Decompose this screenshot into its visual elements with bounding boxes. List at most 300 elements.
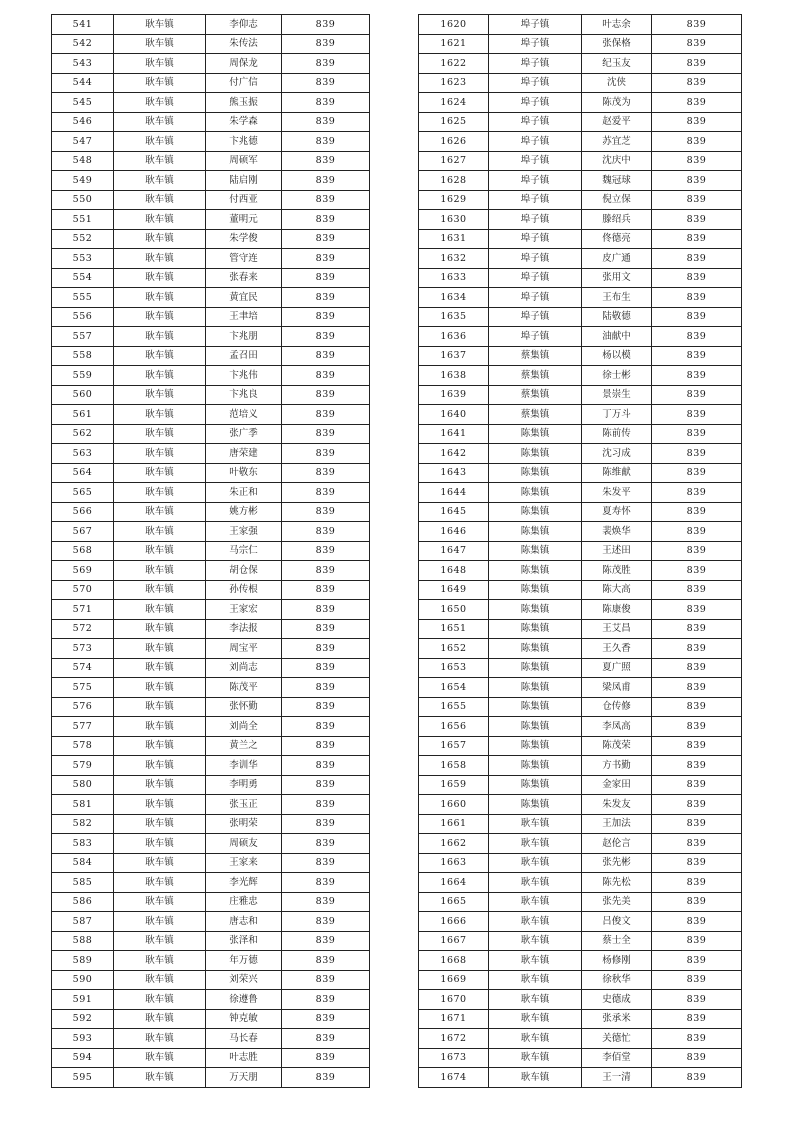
name-cell: 万天朋 xyxy=(206,1068,282,1088)
name-cell: 朱学俊 xyxy=(206,229,282,249)
row-number-cell: 1639 xyxy=(419,385,489,405)
table-row xyxy=(419,444,742,464)
table-row xyxy=(419,171,742,191)
amount-cell: 839 xyxy=(652,619,742,639)
name-cell: 陈茂为 xyxy=(582,93,652,113)
name-cell: 赵伦言 xyxy=(582,834,652,854)
row-number-cell: 562 xyxy=(52,424,114,444)
town-cell: 耿车镇 xyxy=(114,970,206,990)
amount-cell: 839 xyxy=(282,970,370,990)
table-row xyxy=(52,1068,370,1088)
name-cell: 梁凤甫 xyxy=(582,678,652,698)
town-cell: 耿车镇 xyxy=(114,931,206,951)
row-number-cell: 588 xyxy=(52,931,114,951)
table-row xyxy=(419,600,742,620)
row-number-cell: 541 xyxy=(52,15,114,35)
row-number-cell: 1664 xyxy=(419,873,489,893)
row-number-cell: 590 xyxy=(52,970,114,990)
table-row xyxy=(419,54,742,74)
town-cell: 耿车镇 xyxy=(489,990,582,1010)
row-number-cell: 1631 xyxy=(419,229,489,249)
town-cell: 耿车镇 xyxy=(114,1068,206,1088)
table-row xyxy=(52,93,370,113)
row-number-cell: 591 xyxy=(52,990,114,1010)
amount-cell: 839 xyxy=(652,210,742,230)
town-cell: 耿车镇 xyxy=(114,327,206,347)
town-cell: 埠子镇 xyxy=(489,151,582,171)
table-row xyxy=(419,951,742,971)
table-row xyxy=(419,1068,742,1088)
name-cell: 徐士彬 xyxy=(582,366,652,386)
town-cell: 埠子镇 xyxy=(489,210,582,230)
row-number-cell: 573 xyxy=(52,639,114,659)
amount-cell: 839 xyxy=(282,132,370,152)
table-row xyxy=(419,619,742,639)
table-row xyxy=(419,522,742,542)
name-cell: 朱学森 xyxy=(206,112,282,132)
name-cell: 沈习成 xyxy=(582,444,652,464)
row-number-cell: 1641 xyxy=(419,424,489,444)
table-row xyxy=(52,775,370,795)
table-row xyxy=(52,366,370,386)
row-number-cell: 565 xyxy=(52,483,114,503)
town-cell: 埠子镇 xyxy=(489,229,582,249)
name-cell: 景崇生 xyxy=(582,385,652,405)
town-cell: 埠子镇 xyxy=(489,268,582,288)
amount-cell: 839 xyxy=(282,717,370,737)
name-cell: 熊玉振 xyxy=(206,93,282,113)
town-cell: 耿车镇 xyxy=(114,717,206,737)
town-cell: 耿车镇 xyxy=(114,990,206,1010)
name-cell: 王家强 xyxy=(206,522,282,542)
name-cell: 陈前传 xyxy=(582,424,652,444)
amount-cell: 839 xyxy=(282,561,370,581)
row-number-cell: 1647 xyxy=(419,541,489,561)
amount-cell: 839 xyxy=(652,756,742,776)
amount-cell: 839 xyxy=(282,73,370,93)
row-number-cell: 1654 xyxy=(419,678,489,698)
table-row xyxy=(419,912,742,932)
amount-cell: 839 xyxy=(652,112,742,132)
name-cell: 裴焕华 xyxy=(582,522,652,542)
town-cell: 耿车镇 xyxy=(114,424,206,444)
row-number-cell: 543 xyxy=(52,54,114,74)
town-cell: 埠子镇 xyxy=(489,15,582,35)
name-cell: 周保龙 xyxy=(206,54,282,74)
row-number-cell: 1652 xyxy=(419,639,489,659)
row-number-cell: 581 xyxy=(52,795,114,815)
amount-cell: 839 xyxy=(652,678,742,698)
row-number-cell: 1663 xyxy=(419,853,489,873)
name-cell: 朱正和 xyxy=(206,483,282,503)
row-number-cell: 1673 xyxy=(419,1048,489,1068)
amount-cell: 839 xyxy=(652,658,742,678)
row-number-cell: 1635 xyxy=(419,307,489,327)
amount-cell: 839 xyxy=(652,600,742,620)
amount-cell: 839 xyxy=(652,931,742,951)
town-cell: 埠子镇 xyxy=(489,171,582,191)
town-cell: 耿车镇 xyxy=(114,151,206,171)
amount-cell: 839 xyxy=(652,229,742,249)
town-cell: 耿车镇 xyxy=(489,873,582,893)
table-row xyxy=(52,288,370,308)
name-cell: 陈茂胜 xyxy=(582,561,652,581)
name-cell: 仓传修 xyxy=(582,697,652,717)
town-cell: 陈集镇 xyxy=(489,639,582,659)
town-cell: 埠子镇 xyxy=(489,73,582,93)
amount-cell: 839 xyxy=(282,171,370,191)
row-number-cell: 587 xyxy=(52,912,114,932)
name-cell: 管守连 xyxy=(206,249,282,269)
table-row xyxy=(419,892,742,912)
amount-cell: 839 xyxy=(652,54,742,74)
amount-cell: 839 xyxy=(282,736,370,756)
name-cell: 付广信 xyxy=(206,73,282,93)
row-number-cell: 1659 xyxy=(419,775,489,795)
table-row xyxy=(419,658,742,678)
table-row xyxy=(52,873,370,893)
name-cell: 卞兆良 xyxy=(206,385,282,405)
town-cell: 埠子镇 xyxy=(489,54,582,74)
name-cell: 孙传根 xyxy=(206,580,282,600)
amount-cell: 839 xyxy=(652,268,742,288)
row-number-cell: 1638 xyxy=(419,366,489,386)
amount-cell: 839 xyxy=(282,1009,370,1029)
name-cell: 叶志余 xyxy=(582,15,652,35)
name-cell: 年万德 xyxy=(206,951,282,971)
name-cell: 蔡士全 xyxy=(582,931,652,951)
table-row xyxy=(419,249,742,269)
name-cell: 李光辉 xyxy=(206,873,282,893)
town-cell: 陈集镇 xyxy=(489,795,582,815)
table-row xyxy=(419,463,742,483)
table-row xyxy=(52,853,370,873)
name-cell: 夏广照 xyxy=(582,658,652,678)
town-cell: 陈集镇 xyxy=(489,717,582,737)
name-cell: 朱传法 xyxy=(206,34,282,54)
table-row xyxy=(52,951,370,971)
town-cell: 耿车镇 xyxy=(114,658,206,678)
town-cell: 耿车镇 xyxy=(114,229,206,249)
amount-cell: 839 xyxy=(282,853,370,873)
name-cell: 张广季 xyxy=(206,424,282,444)
name-cell: 杨修刚 xyxy=(582,951,652,971)
row-number-cell: 1623 xyxy=(419,73,489,93)
table-row xyxy=(419,1029,742,1049)
town-cell: 耿车镇 xyxy=(489,1068,582,1088)
amount-cell: 839 xyxy=(652,522,742,542)
table-row xyxy=(419,795,742,815)
amount-cell: 839 xyxy=(282,151,370,171)
table-row xyxy=(52,619,370,639)
name-cell: 皮广通 xyxy=(582,249,652,269)
row-number-cell: 584 xyxy=(52,853,114,873)
row-number-cell: 578 xyxy=(52,736,114,756)
amount-cell: 839 xyxy=(282,619,370,639)
table-row xyxy=(419,775,742,795)
row-number-cell: 1655 xyxy=(419,697,489,717)
table-row xyxy=(52,15,370,35)
name-cell: 庄雅忠 xyxy=(206,892,282,912)
table-row xyxy=(52,561,370,581)
town-cell: 耿车镇 xyxy=(114,873,206,893)
row-number-cell: 1633 xyxy=(419,268,489,288)
town-cell: 耿车镇 xyxy=(114,346,206,366)
name-cell: 李明勇 xyxy=(206,775,282,795)
table-row xyxy=(419,814,742,834)
town-cell: 耿车镇 xyxy=(114,522,206,542)
table-row xyxy=(419,190,742,210)
amount-cell: 839 xyxy=(652,873,742,893)
amount-cell: 839 xyxy=(652,424,742,444)
table-row xyxy=(52,658,370,678)
town-cell: 陈集镇 xyxy=(489,522,582,542)
row-number-cell: 1658 xyxy=(419,756,489,776)
town-cell: 耿车镇 xyxy=(114,561,206,581)
row-number-cell: 1628 xyxy=(419,171,489,191)
town-cell: 陈集镇 xyxy=(489,463,582,483)
amount-cell: 839 xyxy=(282,678,370,698)
amount-cell: 839 xyxy=(652,73,742,93)
row-number-cell: 1667 xyxy=(419,931,489,951)
amount-cell: 839 xyxy=(652,853,742,873)
amount-cell: 839 xyxy=(282,931,370,951)
table-row xyxy=(419,697,742,717)
amount-cell: 839 xyxy=(282,580,370,600)
row-number-cell: 592 xyxy=(52,1009,114,1029)
town-cell: 耿车镇 xyxy=(114,73,206,93)
row-number-cell: 1643 xyxy=(419,463,489,483)
row-number-cell: 1670 xyxy=(419,990,489,1010)
row-number-cell: 569 xyxy=(52,561,114,581)
amount-cell: 839 xyxy=(282,522,370,542)
row-number-cell: 1653 xyxy=(419,658,489,678)
row-number-cell: 554 xyxy=(52,268,114,288)
name-cell: 滕绍兵 xyxy=(582,210,652,230)
town-cell: 陈集镇 xyxy=(489,444,582,464)
amount-cell: 839 xyxy=(652,951,742,971)
row-number-cell: 566 xyxy=(52,502,114,522)
town-cell: 陈集镇 xyxy=(489,580,582,600)
amount-cell: 839 xyxy=(652,912,742,932)
amount-cell: 839 xyxy=(652,775,742,795)
town-cell: 耿车镇 xyxy=(114,697,206,717)
table-row xyxy=(419,34,742,54)
town-cell: 埠子镇 xyxy=(489,132,582,152)
amount-cell: 839 xyxy=(282,1048,370,1068)
row-number-cell: 1632 xyxy=(419,249,489,269)
row-number-cell: 559 xyxy=(52,366,114,386)
table-row xyxy=(419,385,742,405)
name-cell: 孟召田 xyxy=(206,346,282,366)
table-row xyxy=(52,210,370,230)
name-cell: 卞兆德 xyxy=(206,132,282,152)
row-number-cell: 571 xyxy=(52,600,114,620)
name-cell: 叶志胜 xyxy=(206,1048,282,1068)
amount-cell: 839 xyxy=(282,288,370,308)
row-number-cell: 1622 xyxy=(419,54,489,74)
town-cell: 陈集镇 xyxy=(489,736,582,756)
town-cell: 耿车镇 xyxy=(114,580,206,600)
name-cell: 沈庆中 xyxy=(582,151,652,171)
name-cell: 李佰堂 xyxy=(582,1048,652,1068)
right-roster-body xyxy=(419,15,742,1088)
town-cell: 耿车镇 xyxy=(114,132,206,152)
town-cell: 耿车镇 xyxy=(114,288,206,308)
town-cell: 耿车镇 xyxy=(114,951,206,971)
row-number-cell: 557 xyxy=(52,327,114,347)
amount-cell: 839 xyxy=(652,327,742,347)
amount-cell: 839 xyxy=(282,424,370,444)
row-number-cell: 594 xyxy=(52,1048,114,1068)
amount-cell: 839 xyxy=(282,483,370,503)
amount-cell: 839 xyxy=(652,1029,742,1049)
town-cell: 耿车镇 xyxy=(114,853,206,873)
table-row xyxy=(419,639,742,659)
table-row xyxy=(419,93,742,113)
amount-cell: 839 xyxy=(282,93,370,113)
amount-cell: 839 xyxy=(282,249,370,269)
town-cell: 耿车镇 xyxy=(489,1029,582,1049)
amount-cell: 839 xyxy=(282,541,370,561)
table-row xyxy=(419,366,742,386)
row-number-cell: 574 xyxy=(52,658,114,678)
table-row xyxy=(52,327,370,347)
row-number-cell: 564 xyxy=(52,463,114,483)
row-number-cell: 577 xyxy=(52,717,114,737)
row-number-cell: 560 xyxy=(52,385,114,405)
amount-cell: 839 xyxy=(282,873,370,893)
name-cell: 张先彬 xyxy=(582,853,652,873)
name-cell: 刘尚全 xyxy=(206,717,282,737)
row-number-cell: 579 xyxy=(52,756,114,776)
amount-cell: 839 xyxy=(282,327,370,347)
row-number-cell: 1660 xyxy=(419,795,489,815)
name-cell: 张先美 xyxy=(582,892,652,912)
name-cell: 王加法 xyxy=(582,814,652,834)
town-cell: 陈集镇 xyxy=(489,502,582,522)
row-number-cell: 570 xyxy=(52,580,114,600)
table-row xyxy=(52,1029,370,1049)
table-row xyxy=(52,483,370,503)
row-number-cell: 542 xyxy=(52,34,114,54)
row-number-cell: 1621 xyxy=(419,34,489,54)
table-row xyxy=(419,873,742,893)
table-row xyxy=(52,346,370,366)
table-row xyxy=(419,268,742,288)
town-cell: 耿车镇 xyxy=(114,736,206,756)
table-row xyxy=(419,73,742,93)
name-cell: 马宗仁 xyxy=(206,541,282,561)
amount-cell: 839 xyxy=(652,736,742,756)
table-row xyxy=(419,580,742,600)
name-cell: 黄宜民 xyxy=(206,288,282,308)
amount-cell: 839 xyxy=(652,483,742,503)
town-cell: 陈集镇 xyxy=(489,678,582,698)
town-cell: 蔡集镇 xyxy=(489,405,582,425)
name-cell: 王家宏 xyxy=(206,600,282,620)
town-cell: 埠子镇 xyxy=(489,93,582,113)
table-row xyxy=(52,54,370,74)
table-row xyxy=(52,268,370,288)
town-cell: 埠子镇 xyxy=(489,327,582,347)
name-cell: 范培义 xyxy=(206,405,282,425)
name-cell: 张承米 xyxy=(582,1009,652,1029)
town-cell: 耿车镇 xyxy=(114,112,206,132)
name-cell: 张保格 xyxy=(582,34,652,54)
town-cell: 耿车镇 xyxy=(114,444,206,464)
town-cell: 耿车镇 xyxy=(114,307,206,327)
row-number-cell: 1662 xyxy=(419,834,489,854)
row-number-cell: 558 xyxy=(52,346,114,366)
town-cell: 耿车镇 xyxy=(114,541,206,561)
amount-cell: 839 xyxy=(652,34,742,54)
table-row xyxy=(419,736,742,756)
table-row xyxy=(52,444,370,464)
table-row xyxy=(419,346,742,366)
name-cell: 魏冠球 xyxy=(582,171,652,191)
row-number-cell: 547 xyxy=(52,132,114,152)
town-cell: 耿车镇 xyxy=(489,970,582,990)
amount-cell: 839 xyxy=(282,639,370,659)
amount-cell: 839 xyxy=(282,912,370,932)
name-cell: 夏寿怀 xyxy=(582,502,652,522)
row-number-cell: 593 xyxy=(52,1029,114,1049)
amount-cell: 839 xyxy=(282,463,370,483)
town-cell: 耿车镇 xyxy=(114,249,206,269)
row-number-cell: 1642 xyxy=(419,444,489,464)
town-cell: 耿车镇 xyxy=(114,502,206,522)
table-row xyxy=(419,502,742,522)
amount-cell: 839 xyxy=(282,1068,370,1088)
name-cell: 沈侠 xyxy=(582,73,652,93)
table-row xyxy=(52,151,370,171)
amount-cell: 839 xyxy=(282,814,370,834)
table-row xyxy=(419,931,742,951)
table-row xyxy=(419,853,742,873)
table-row xyxy=(419,112,742,132)
town-cell: 陈集镇 xyxy=(489,483,582,503)
amount-cell: 839 xyxy=(652,795,742,815)
name-cell: 方书勤 xyxy=(582,756,652,776)
table-row xyxy=(52,249,370,269)
left-roster-table xyxy=(51,14,370,1088)
name-cell: 唐荣建 xyxy=(206,444,282,464)
town-cell: 耿车镇 xyxy=(114,171,206,191)
row-number-cell: 589 xyxy=(52,951,114,971)
name-cell: 陆敬德 xyxy=(582,307,652,327)
row-number-cell: 1637 xyxy=(419,346,489,366)
table-row xyxy=(52,385,370,405)
town-cell: 耿车镇 xyxy=(114,190,206,210)
row-number-cell: 1627 xyxy=(419,151,489,171)
town-cell: 耿车镇 xyxy=(489,1009,582,1029)
table-row xyxy=(52,229,370,249)
name-cell: 叶敬东 xyxy=(206,463,282,483)
town-cell: 埠子镇 xyxy=(489,249,582,269)
row-number-cell: 1665 xyxy=(419,892,489,912)
name-cell: 周硕军 xyxy=(206,151,282,171)
town-cell: 耿车镇 xyxy=(114,483,206,503)
row-number-cell: 555 xyxy=(52,288,114,308)
name-cell: 付西亚 xyxy=(206,190,282,210)
amount-cell: 839 xyxy=(282,502,370,522)
amount-cell: 839 xyxy=(652,580,742,600)
name-cell: 吕俊文 xyxy=(582,912,652,932)
row-number-cell: 1668 xyxy=(419,951,489,971)
town-cell: 耿车镇 xyxy=(114,405,206,425)
amount-cell: 839 xyxy=(652,405,742,425)
